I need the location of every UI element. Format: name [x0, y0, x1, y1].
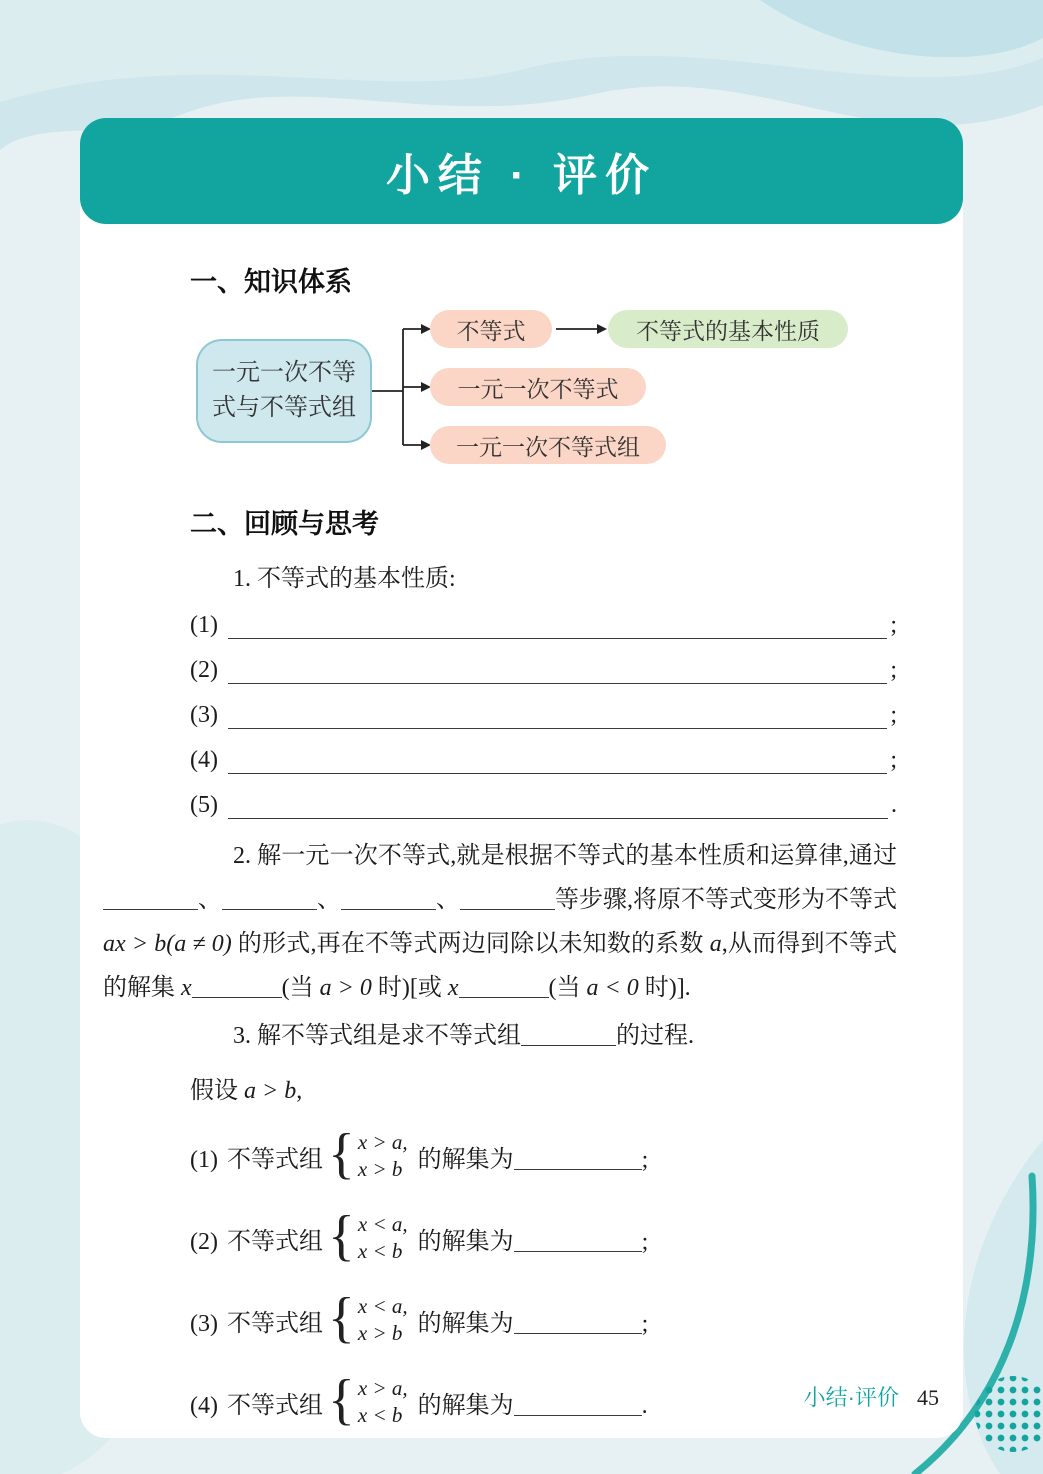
case-terminator: ;: [641, 1228, 649, 1255]
inline-blank: [103, 905, 198, 910]
page-header-banner: [80, 118, 963, 224]
blank-line: [228, 699, 887, 729]
case-tail: [418, 1385, 648, 1420]
inline-blank: [341, 905, 436, 910]
case-solution-label: 的解集为: [417, 1228, 514, 1255]
blank-number: (5): [190, 792, 218, 818]
question1-title: 1. 不等式的基本性质:: [233, 566, 456, 592]
inline-blank: [514, 1411, 642, 1416]
page-number: 45: [917, 1385, 939, 1410]
inequality-system: [358, 1211, 408, 1265]
system-top-inequality: x > a,: [357, 1376, 408, 1400]
question3-line: [103, 1014, 897, 1058]
case-solution-label: 的解集为: [417, 1146, 514, 1173]
case-terminator: ;: [641, 1310, 649, 1337]
inequality-system: [358, 1293, 408, 1347]
system-brace: {: [327, 1205, 355, 1267]
system-brace: {: [327, 1287, 355, 1349]
blank-number: (4): [190, 747, 218, 773]
diagram-node-inequality-system: 一元一次不等式组: [430, 426, 666, 464]
arrowhead-icon: [597, 324, 607, 334]
case-number: (1): [190, 1146, 218, 1173]
q2-math-variable: x: [447, 975, 459, 1001]
system-top-inequality: x > a,: [357, 1130, 408, 1154]
assume-text: 假设: [190, 1078, 244, 1104]
dotted-circle-logo: [975, 1376, 1043, 1452]
q2-text: 2. 解一元一次不等式,就是根据不等式的基本性质和运算律,通过: [233, 843, 897, 869]
inline-blank: [521, 1041, 616, 1046]
answer-blank-row-5: [190, 789, 897, 819]
q2-math-condition: a < 0: [586, 975, 639, 1001]
case-number: (2): [190, 1228, 218, 1255]
inline-blank: [192, 993, 282, 998]
inequality-system: [358, 1129, 408, 1183]
q2-math-variable: x: [181, 975, 192, 1001]
assume-math: a > b: [244, 1078, 297, 1104]
blank-terminator: ;: [890, 612, 897, 638]
system-case-row-2: [190, 1207, 897, 1269]
inline-blank: [222, 905, 317, 910]
system-bottom-inequality: x > b: [357, 1321, 403, 1345]
assume-text: ,: [296, 1078, 303, 1104]
blank-line: [228, 609, 887, 639]
question2-paragraph: [103, 834, 897, 1010]
q2-math-coefficient: a: [709, 931, 722, 957]
q2-text: ,从而得到不等式的解集: [103, 931, 898, 1001]
diagram-root-line2: 式与不等式组: [212, 395, 356, 421]
system-bottom-inequality: x > b: [357, 1157, 403, 1181]
case-number: (4): [190, 1392, 218, 1419]
inline-blank: [459, 993, 549, 998]
case-prefix: [190, 1221, 323, 1256]
case-prefix: [190, 1303, 323, 1338]
review-section-heading: 二、回顾与思考: [190, 509, 379, 539]
diagram-node-linear-inequality: 一元一次不等式: [430, 368, 646, 406]
system-case-row-3: [190, 1289, 897, 1351]
footer-section-label: 小结·评价: [803, 1385, 899, 1410]
answer-blank-row-4: [190, 744, 897, 774]
case-tail: [418, 1221, 649, 1256]
system-brace: {: [327, 1123, 355, 1185]
q3-text: 的过程.: [616, 1023, 694, 1049]
inline-blank: [514, 1247, 642, 1252]
blank-number: (3): [190, 702, 218, 728]
case-number: (3): [190, 1310, 218, 1337]
case-label: 不等式组: [226, 1392, 323, 1419]
q2-separator: 、: [436, 887, 460, 913]
blank-terminator: ;: [890, 747, 897, 773]
system-top-inequality: x < a,: [357, 1212, 408, 1236]
q2-math-expression: ax > b(a ≠ 0): [103, 931, 232, 957]
system-bottom-inequality: x < b: [357, 1403, 403, 1427]
q2-text: (当: [281, 975, 320, 1001]
q2-separator: 、: [317, 887, 341, 913]
q2-text: (当: [548, 975, 587, 1001]
knowledge-diagram: [103, 310, 897, 472]
q2-text: 时)[或: [371, 975, 448, 1001]
answer-blank-row-2: [190, 654, 897, 684]
case-prefix: [190, 1139, 323, 1174]
system-top-inequality: x < a,: [357, 1294, 408, 1318]
case-terminator: .: [641, 1392, 648, 1419]
blank-number: (1): [190, 612, 218, 638]
case-solution-label: 的解集为: [417, 1392, 514, 1419]
blank-line: [228, 654, 887, 684]
blank-terminator: ;: [890, 702, 897, 728]
inline-blank: [514, 1329, 642, 1334]
inequality-system: [358, 1375, 408, 1429]
case-label: 不等式组: [226, 1228, 323, 1255]
system-brace: {: [327, 1369, 355, 1431]
system-case-row-4: [190, 1371, 897, 1433]
assumption-line: [190, 1070, 897, 1105]
page-footer: [804, 1381, 939, 1412]
content-card: [80, 118, 963, 1438]
blank-line: [228, 744, 887, 774]
diagram-node-inequality: 不等式: [430, 310, 552, 348]
case-label: 不等式组: [226, 1310, 323, 1337]
answer-blank-row-1: [190, 609, 897, 639]
case-solution-label: 的解集为: [417, 1310, 514, 1337]
inline-blank: [460, 905, 555, 910]
system-bottom-inequality: x < b: [357, 1239, 403, 1263]
q2-text: 等步骤,将原不等式变形为不等式: [555, 887, 897, 913]
q2-text: 的形式,再在不等式两边同除以未知数的系数: [231, 931, 710, 957]
answer-blank-row-3: [190, 699, 897, 729]
blank-line: [228, 789, 888, 819]
blank-terminator: .: [891, 792, 897, 818]
inline-blank: [514, 1165, 642, 1170]
q2-separator: 、: [198, 887, 222, 913]
page-content: [80, 264, 963, 1433]
case-tail: [418, 1139, 649, 1174]
diagram-node-basic-properties: 不等式的基本性质: [608, 310, 848, 348]
diagram-root-node: [196, 339, 372, 443]
blank-number: (2): [190, 657, 218, 683]
q3-text: 3. 解不等式组是求不等式组: [233, 1023, 521, 1049]
knowledge-section-heading: 一、知识体系: [190, 267, 352, 297]
diagram-root-line1: 一元一次不等: [212, 360, 356, 386]
q2-math-condition: a > 0: [319, 975, 372, 1001]
q2-text: 时)].: [638, 975, 691, 1001]
blank-terminator: ;: [890, 657, 897, 683]
case-prefix: [190, 1385, 323, 1420]
system-case-row-1: [190, 1125, 897, 1187]
case-tail: [418, 1303, 649, 1338]
case-terminator: ;: [641, 1146, 649, 1173]
page-title: 小结 · 评价: [385, 151, 658, 200]
case-label: 不等式组: [226, 1146, 323, 1173]
